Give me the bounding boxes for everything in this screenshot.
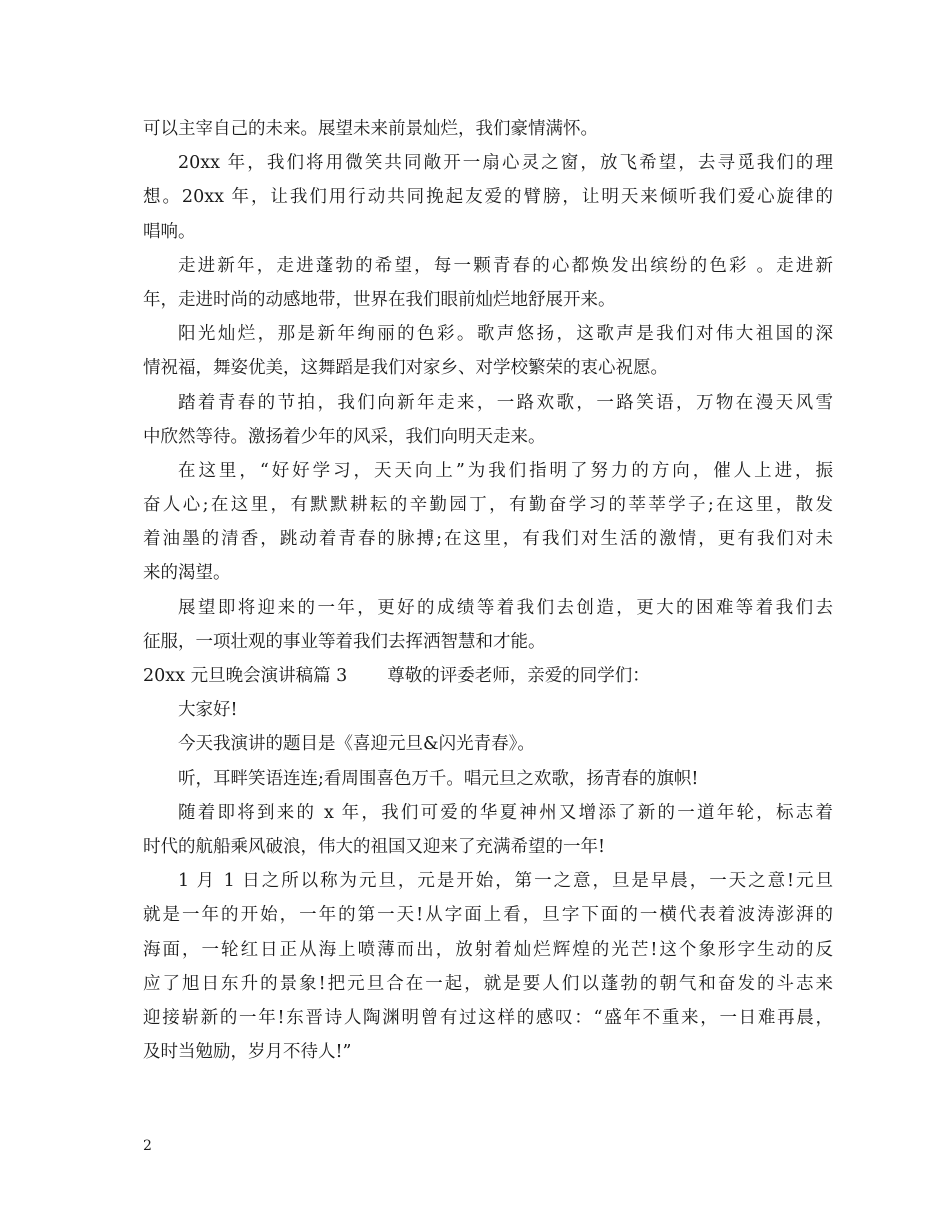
section-heading-line xyxy=(143,659,833,693)
paragraph-line: 征服，一项壮观的事业等着我们去挥洒智慧和才能。 xyxy=(143,631,546,652)
paragraph-line: 着油墨的清香，跳动着青春的脉搏;在这里，有我们对生活的激情，更有我们对未 xyxy=(143,529,833,550)
paragraph-line: 今天我演讲的题目是《喜迎元旦&闪光青春》。 xyxy=(178,734,535,755)
paragraph-line: 来的渴望。 xyxy=(143,563,231,584)
paragraph-line: 可以主宰自己的未来。展望未来前景灿烂，我们豪情满怀。 xyxy=(143,119,598,139)
paragraph-line: 情祝福，舞姿优美，这舞蹈是我们对家乡、对学校繁荣的衷心祝愿。 xyxy=(143,358,668,379)
paragraph-line: 迎接崭新的一年!东晋诗人陶渊明曾有过这样的感叹：“盛年不重来，一日难再晨， xyxy=(143,1007,833,1028)
paragraphs-before-heading xyxy=(143,112,833,659)
paragraph-line: 展望即将迎来的一年，更好的成绩等着我们去创造，更大的困难等着我们去 xyxy=(178,597,833,618)
paragraph-line: 时代的航船乘风破浪，伟大的祖国又迎来了充满希望的一年! xyxy=(143,836,606,857)
paragraph-line: 阳光灿烂，那是新年绚丽的色彩。歌声悠扬，这歌声是我们对伟大祖国的深 xyxy=(178,324,833,345)
salutation: 尊敬的评委老师，亲爱的同学们： xyxy=(387,666,650,686)
paragraph-line: 在这里，“好好学习，天天向上”为我们指明了努力的方向，催人上进，振 xyxy=(178,460,833,481)
paragraph-line: 应了旭日东升的景象!把元旦合在一起，就是要人们以蓬勃的朝气和奋发的斗志来 xyxy=(143,973,833,994)
paragraph-line: 1 月 1 日之所以称为元旦，元是开始，第一之意，旦是早晨，一天之意!元旦 xyxy=(178,871,833,892)
paragraph-line: 就是一年的开始，一年的第一天!从字面上看，旦字下面的一横代表着波涛澎湃的 xyxy=(143,905,833,926)
paragraph-line: 听，耳畔笑语连连;看周围喜色万千。唱元旦之欢歌，扬青春的旗帜! xyxy=(178,768,699,789)
paragraph-line: 随着即将到来的 x 年，我们可爱的华夏神州又增添了新的一道年轮，标志着 xyxy=(178,802,833,823)
paragraph-line: 走进新年，走进蓬勃的希望，每一颗青春的心都焕发出缤纷的色彩 。走进新 xyxy=(178,255,833,276)
section-title: 20xx 元旦晚会演讲稿篇 3 xyxy=(143,666,348,686)
paragraph-line: 踏着青春的节拍，我们向新年走来，一路欢歌，一路笑语，万物在漫天风雪 xyxy=(178,392,833,413)
paragraph-line: 海面，一轮红日正从海上喷薄而出，放射着灿烂辉煌的光芒!这个象形字生动的反 xyxy=(143,939,833,960)
page-number: 2 xyxy=(143,1138,152,1154)
paragraphs-after-heading xyxy=(143,693,833,1069)
paragraph-line: 及时当勉励，岁月不待人!” xyxy=(143,1042,352,1063)
paragraph-line: 想。20xx 年，让我们用行动共同挽起友爱的臂膀，让明天来倾听我们爱心旋律的 xyxy=(143,187,833,208)
paragraph-line: 大家好! xyxy=(178,700,238,721)
paragraph-line: 奋人心;在这里，有默默耕耘的辛勤园丁，有勤奋学习的莘莘学子;在这里，散发 xyxy=(143,495,833,516)
paragraph-line: 20xx 年，我们将用微笑共同敞开一扇心灵之窗，放飞希望，去寻觅我们的理 xyxy=(178,153,833,174)
paragraph-line: 唱响。 xyxy=(143,221,196,242)
paragraph-line: 中欣然等待。激扬着少年的风采，我们向明天走来。 xyxy=(143,426,546,447)
document-body xyxy=(143,112,833,1069)
paragraph-line: 年，走进时尚的动感地带，世界在我们眼前灿烂地舒展开来。 xyxy=(143,289,616,310)
